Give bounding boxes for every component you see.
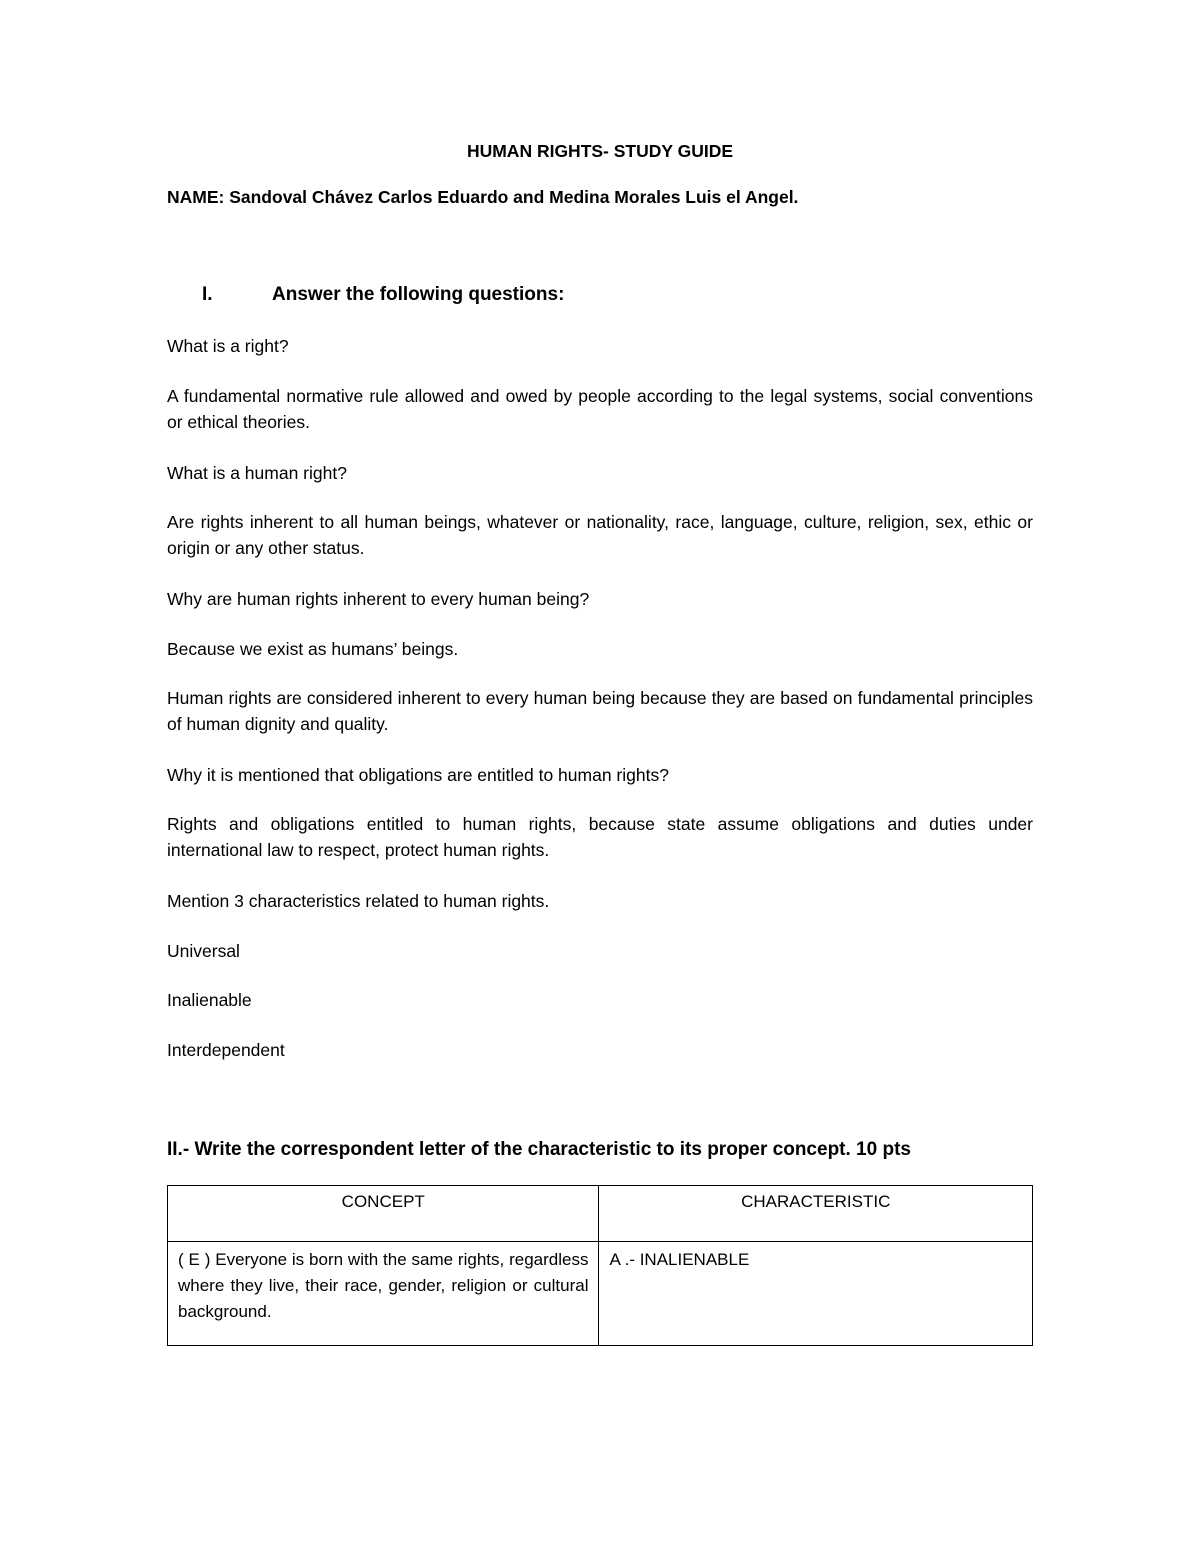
question-what-is-a-right: What is a right? [167,336,289,356]
concept-cell [168,1242,599,1346]
concept-text: ( E ) Everyone is born with the same rights, regardless where they live, their race, gender, religion or cultural background. [178,1250,589,1321]
characteristic-interdependent: Interdependent [167,1040,285,1060]
answer-obligations: Rights and obligations entitled to human rights, because state assume obligations and duties under international law to respect, protect human rights. [167,814,1033,860]
answer-what-is-a-right: A fundamental normative rule allowed and owed by people according to the legal systems, social conventions or ethical theories. [167,386,1033,432]
section-2-heading: II.- Write the correspondent letter of the characteristic to its proper concept. 10 pts [167,1139,911,1160]
question-characteristics: Mention 3 characteristics related to human rights. [167,891,550,911]
student-names: NAME: Sandoval Chávez Carlos Eduardo and Medina Morales Luis el Angel. [167,187,799,207]
column-header-characteristic: CHARACTERISTIC [599,1186,1033,1242]
question-why-inherent: Why are human rights inherent to every human being? [167,589,590,609]
section-1-number: I. [202,284,213,305]
document-title: HUMAN RIGHTS- STUDY GUIDE [466,141,734,161]
section-1-title: Answer the following questions: [272,284,565,305]
table-row [168,1242,1033,1346]
question-what-is-a-human-right: What is a human right? [167,463,347,483]
answer-why-inherent-1: Because we exist as humans’ beings. [167,639,459,659]
characteristic-universal: Universal [167,941,240,961]
characteristic-inalienable: Inalienable [167,990,252,1010]
answer-what-is-a-human-right: Are rights inherent to all human beings, whatever or nationality, race, language, culture, religion, sex, ethic or origin or any other status. [167,512,1033,558]
matching-table [167,1185,1033,1346]
answer-why-inherent-2: Human rights are considered inherent to every human being because they are based on fundamental principles of human dignity and quality. [167,688,1033,734]
characteristic-cell [599,1242,1033,1346]
characteristic-text: A .- INALIENABLE [609,1250,750,1269]
column-header-concept: CONCEPT [168,1186,599,1242]
table-header-row [168,1186,1033,1242]
question-obligations: Why it is mentioned that obligations are entitled to human rights? [167,765,669,785]
